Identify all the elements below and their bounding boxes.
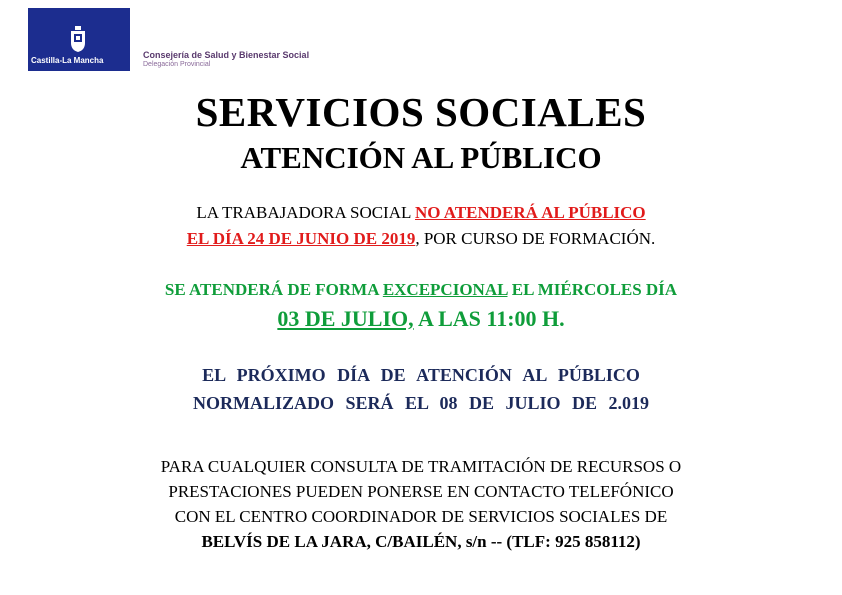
contact-line-3: CON EL CENTRO COORDINADOR DE SERVICIOS SOCIALES DE: [174, 507, 668, 526]
page-subtitle: ATENCIÓN AL PÚBLICO: [240, 140, 602, 175]
contact-line-1: PARA CUALQUIER CONSULTA DE TRAMITACIÓN DE RECURSOS O: [160, 457, 682, 476]
exceptional-prefix: SE ATENDERÁ DE FORMA: [164, 280, 383, 299]
coat-of-arms-icon: [68, 24, 88, 54]
closure-date: EL DÍA 24 DE JUNIO DE 2019: [186, 229, 416, 248]
exceptional-line: [0, 280, 842, 300]
no-attention-highlight: NO ATENDERÁ AL PÚBLICO: [415, 203, 646, 222]
notice-line-1: [0, 203, 842, 223]
notice-prefix: LA TRABAJADORA SOCIAL: [196, 203, 415, 222]
exceptional-date-line: [0, 306, 842, 332]
logo-text: Castilla-La Mancha: [31, 56, 104, 65]
notice-line-2: [0, 229, 842, 249]
notice-suffix: , POR CURSO DE FORMACIÓN.: [415, 229, 656, 248]
exceptional-word: EXCEPCIONAL: [382, 280, 508, 299]
exceptional-time: A LAS 11:00 H.: [413, 306, 565, 331]
exceptional-date: 03 DE JULIO,: [277, 306, 414, 331]
contact-address: BELVÍS DE LA JARA, C/BAILÉN, s/n -- (TLF: 925 858112): [201, 532, 641, 551]
organization-header: [143, 50, 309, 68]
office-name: Delegación Provincial: [143, 61, 211, 68]
next-day-line-2: NORMALIZADO SERÁ EL 08 DE JULIO DE 2.019: [192, 393, 650, 413]
next-day-line-1: EL PRÓXIMO DÍA DE ATENCIÓN AL PÚBLICO: [202, 365, 640, 385]
department-name: Consejería de Salud y Bienestar Social: [143, 50, 310, 60]
exceptional-suffix: EL MIÉRCOLES DÍA: [507, 280, 678, 299]
page-title: SERVICIOS SOCIALES: [195, 89, 647, 135]
contact-line-2: PRESTACIONES PUEDEN PONERSE EN CONTACTO TELEFÓNICO: [168, 482, 674, 501]
castilla-la-mancha-logo: [28, 8, 130, 71]
